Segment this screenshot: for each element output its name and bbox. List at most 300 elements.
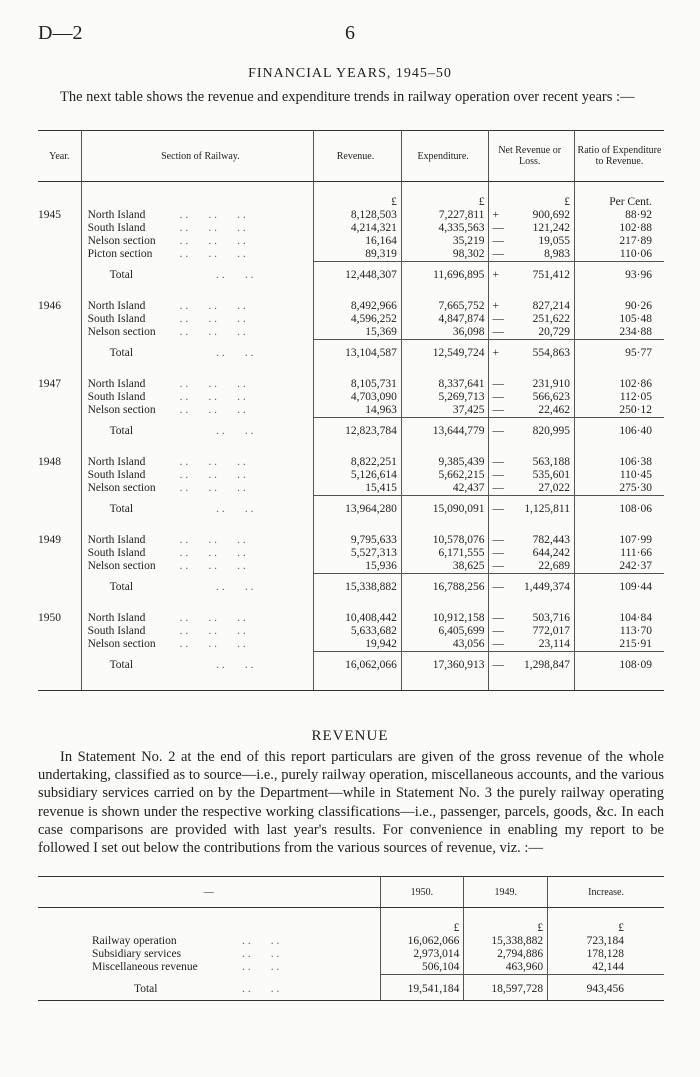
section-name: South Island (87, 547, 146, 559)
expenditure-cell: 43,056 (401, 638, 489, 652)
ratio-cell: 112·05 (619, 391, 652, 403)
total-increase: 943,456 (548, 975, 664, 1001)
net-value: 22,689 (538, 560, 570, 572)
leader-dots: . . (179, 638, 189, 650)
net-sign: — (492, 425, 504, 437)
leader-dots: . . (179, 547, 189, 559)
net-value: 782,443 (532, 534, 570, 546)
leader-dots: . . (208, 209, 217, 221)
section-name: South Island (87, 625, 146, 637)
source-name: Subsidiary services (92, 948, 182, 960)
total-revenue: 15,338,882 (314, 574, 402, 613)
table-row (38, 948, 664, 961)
table-row (38, 326, 664, 340)
net-cell (489, 262, 575, 301)
section-name: South Island (87, 222, 146, 234)
total-revenue: 13,104,587 (314, 340, 402, 379)
leader-dots: . . (237, 235, 246, 247)
total-row (38, 975, 664, 1001)
revenue-cell: 10,408,442 (314, 612, 402, 625)
net-value: 827,214 (532, 300, 570, 312)
header-net: Net Revenue or Loss. (489, 131, 575, 182)
revenue-cell: 15,369 (314, 326, 402, 340)
revenue-cell: 19,942 (314, 638, 402, 652)
net-sign: — (492, 503, 504, 515)
revenue-cell: 5,126,614 (314, 469, 402, 482)
source-name: Miscellaneous revenue (92, 961, 198, 973)
net-sign: — (492, 482, 504, 494)
ratio-cell: 102·86 (619, 378, 652, 390)
value-1949: 463,960 (464, 961, 548, 975)
total-label: Total (109, 268, 134, 281)
net-sign: — (492, 313, 504, 325)
section-cell (81, 313, 314, 326)
total-row (38, 262, 664, 301)
net-cell (489, 547, 575, 560)
section-cell (81, 469, 314, 482)
revenue-cell: 9,795,633 (314, 534, 402, 547)
leader-dots: . . (179, 391, 189, 403)
net-value: 1,449,374 (523, 581, 570, 593)
section-name: North Island (87, 456, 146, 468)
table-row (38, 456, 664, 469)
year-cell (38, 496, 81, 535)
leader-dots: . . (216, 658, 225, 671)
leader-dots: . . (208, 625, 217, 637)
net-cell (489, 638, 575, 652)
total-label: Total (109, 502, 134, 515)
ratio-cell: 275·30 (619, 482, 652, 494)
net-cell (489, 482, 575, 496)
net-value: 644,242 (532, 547, 570, 559)
net-value: 566,623 (532, 391, 570, 403)
source-name: Railway operation (92, 935, 177, 947)
total-label-cell (81, 574, 314, 613)
table-row (38, 222, 664, 235)
expenditure-cell: 36,098 (401, 326, 489, 340)
total-row (38, 574, 664, 613)
leader-dots: . . (179, 560, 189, 572)
table-row (38, 625, 664, 638)
net-sign: — (492, 222, 504, 234)
ratio-cell: 215·91 (619, 638, 652, 650)
table-row (38, 300, 664, 313)
leader-dots: . . (216, 346, 225, 359)
table-row (38, 248, 664, 262)
net-cell (489, 456, 575, 469)
total-row (38, 496, 664, 535)
leader-dots: . . (179, 456, 189, 468)
total-expenditure: 13,644,779 (401, 418, 489, 457)
section-cell (81, 625, 314, 638)
leader-dots: . . (208, 560, 217, 572)
units-ratio: Per Cent. (609, 196, 652, 208)
section-cell (81, 209, 314, 222)
net-value: 23,114 (538, 638, 570, 650)
net-sign: — (492, 638, 504, 650)
leader-dots: . . (237, 560, 246, 572)
leader-dots: . . (179, 313, 189, 325)
section-name: Picton section (87, 248, 153, 260)
leader-dots: . . (179, 482, 189, 494)
revenue-cell: 8,128,503 (314, 209, 402, 222)
net-value: 554,863 (532, 347, 570, 359)
net-value: 231,910 (532, 378, 570, 390)
value-1950: 2,973,014 (380, 948, 464, 961)
leader-dots: . . (179, 248, 189, 260)
total-ratio: 95·77 (574, 340, 664, 379)
net-sign: + (492, 300, 499, 312)
section-name: Nelson section (87, 482, 156, 494)
leader-dots: . . (216, 424, 225, 437)
section-cell (81, 248, 314, 262)
source-cell (38, 961, 380, 975)
value-increase: 178,128 (586, 948, 624, 960)
units-blank (38, 182, 81, 210)
table-row (38, 313, 664, 326)
net-value: 20,729 (538, 326, 570, 338)
leader-dots: . . (208, 326, 217, 338)
net-sign: — (492, 581, 504, 593)
year-cell: 1945 (38, 209, 81, 222)
total-label-cell (81, 652, 314, 691)
expenditure-cell: 8,337,641 (401, 378, 489, 391)
leader-dots: . . (237, 313, 246, 325)
total-label: Total (109, 580, 134, 593)
section-cell (81, 378, 314, 391)
ratio-cell: 113·70 (619, 625, 652, 637)
expenditure-cell: 4,847,874 (401, 313, 489, 326)
revenue-cell: 89,319 (314, 248, 402, 262)
net-sign: — (492, 560, 504, 572)
leader-dots: . . (270, 982, 280, 995)
section-cell (81, 404, 314, 418)
net-sign: — (492, 326, 504, 338)
section-name: North Island (87, 378, 146, 390)
year-cell (38, 404, 81, 418)
net-cell (489, 560, 575, 574)
table-row (38, 235, 664, 248)
table-header-row (38, 877, 664, 908)
expenditure-cell: 7,227,811 (401, 209, 489, 222)
net-cell (489, 300, 575, 313)
leader-dots: . . (208, 534, 217, 546)
net-cell (489, 209, 575, 222)
leader-dots: . . (270, 961, 280, 973)
leader-dots: . . (244, 424, 254, 437)
revenue-cell: 5,633,682 (314, 625, 402, 638)
net-sign: + (492, 347, 499, 359)
year-cell (38, 652, 81, 691)
leader-dots: . . (208, 547, 217, 559)
section-cell (81, 300, 314, 313)
ratio-cell: 111·66 (620, 547, 652, 559)
ratio-cell: 234·88 (619, 326, 652, 338)
net-sign: — (492, 547, 504, 559)
net-value: 121,242 (532, 222, 570, 234)
leader-dots: . . (179, 326, 189, 338)
year-cell: 1947 (38, 378, 81, 391)
net-value: 251,622 (532, 313, 570, 325)
net-sign: + (492, 209, 499, 221)
ratio-cell: 250·12 (619, 404, 652, 416)
total-label: Total (109, 658, 134, 671)
revenue-cell: 8,822,251 (314, 456, 402, 469)
expenditure-cell: 9,385,439 (401, 456, 489, 469)
year-cell: 1946 (38, 300, 81, 313)
total-expenditure: 17,360,913 (401, 652, 489, 691)
units-net: £ (489, 182, 575, 210)
revenue-cell: 4,214,321 (314, 222, 402, 235)
leader-dots: . . (179, 612, 189, 624)
net-cell (489, 326, 575, 340)
total-revenue: 12,823,784 (314, 418, 402, 457)
units-row (38, 182, 664, 210)
table-row (38, 961, 664, 975)
revenue-cell: 15,415 (314, 482, 402, 496)
financial-years-table (38, 130, 664, 691)
header-year: Year. (38, 131, 81, 182)
leader-dots: . . (216, 268, 225, 281)
revenue-cell: 4,596,252 (314, 313, 402, 326)
total-label: Total (134, 982, 158, 995)
net-value: 820,995 (532, 425, 570, 437)
revenue-cell: 8,492,966 (314, 300, 402, 313)
net-cell (489, 391, 575, 404)
revenue-sources-body (38, 908, 664, 1001)
table-row (38, 612, 664, 625)
expenditure-cell: 35,219 (401, 235, 489, 248)
header-increase: Increase. (548, 877, 664, 908)
table-row (38, 391, 664, 404)
year-cell (38, 482, 81, 496)
leader-dots: . . (179, 222, 189, 234)
section-cell (81, 391, 314, 404)
total-expenditure: 16,788,256 (401, 574, 489, 613)
leader-dots: . . (244, 346, 254, 359)
intro-paragraph: The next table shows the revenue and expenditure trends in railway operation over recent years :— (60, 89, 635, 105)
net-cell (489, 235, 575, 248)
total-revenue: 16,062,066 (314, 652, 402, 691)
leader-dots: . . (244, 268, 254, 281)
leader-dots: . . (237, 534, 246, 546)
revenue-cell: 4,703,090 (314, 391, 402, 404)
net-sign: — (492, 378, 504, 390)
net-sign: — (492, 612, 504, 624)
total-expenditure: 15,090,091 (401, 496, 489, 535)
total-row (38, 418, 664, 457)
total-ratio: 109·44 (574, 574, 664, 613)
section-cell (81, 482, 314, 496)
net-cell (489, 340, 575, 379)
year-cell (38, 391, 81, 404)
value-1949: 15,338,882 (464, 935, 548, 948)
ratio-cell: 102·88 (619, 222, 652, 234)
section-cell (81, 560, 314, 574)
value-1950: 506,104 (380, 961, 464, 975)
section-name: North Island (87, 300, 146, 312)
section-cell (81, 638, 314, 652)
net-cell (489, 248, 575, 262)
section-cell (81, 547, 314, 560)
ratio-cell: 104·84 (619, 612, 652, 624)
revenue-sources-table (38, 876, 664, 1001)
net-sign: + (492, 269, 499, 281)
total-label-cell (81, 496, 314, 535)
net-value: 772,017 (532, 625, 570, 637)
net-sign: — (492, 248, 504, 260)
table-row (38, 547, 664, 560)
units-row (38, 908, 664, 936)
net-cell (489, 625, 575, 638)
year-cell (38, 262, 81, 301)
header-section: Section of Railway. (81, 131, 314, 182)
section-name: Nelson section (87, 404, 156, 416)
revenue-cell: 14,963 (314, 404, 402, 418)
header-1949: 1949. (464, 877, 548, 908)
expenditure-cell: 5,662,215 (401, 469, 489, 482)
net-cell (489, 469, 575, 482)
net-sign: — (492, 659, 504, 671)
table-row (38, 638, 664, 652)
year-cell (38, 222, 81, 235)
units-1950: £ (380, 908, 464, 936)
section-cell (81, 222, 314, 235)
net-value: 503,716 (532, 612, 570, 624)
net-cell (489, 574, 575, 613)
leader-dots: . . (216, 580, 225, 593)
year-cell: 1948 (38, 456, 81, 469)
leader-dots: . . (237, 248, 246, 260)
total-label-cell (81, 340, 314, 379)
total-row (38, 652, 664, 691)
year-cell (38, 235, 81, 248)
leader-dots: . . (208, 612, 217, 624)
section-cell (81, 456, 314, 469)
net-cell (489, 496, 575, 535)
units-1949: £ (464, 908, 548, 936)
year-cell (38, 574, 81, 613)
leader-dots: . . (216, 502, 225, 515)
leader-dots: . . (237, 456, 246, 468)
leader-dots: . . (208, 300, 217, 312)
leader-dots: . . (237, 222, 246, 234)
leader-dots: . . (208, 638, 217, 650)
net-sign: — (492, 534, 504, 546)
net-cell (489, 418, 575, 457)
leader-dots: . . (179, 534, 189, 546)
expenditure-cell: 4,335,563 (401, 222, 489, 235)
total-row (38, 340, 664, 379)
section-title: FINANCIAL YEARS, 1945–50 (248, 66, 452, 81)
leader-dots: . . (237, 404, 246, 416)
units-revenue: £ (314, 182, 402, 210)
revenue-cell: 8,105,731 (314, 378, 402, 391)
net-value: 751,412 (532, 269, 570, 281)
net-value: 8,983 (544, 248, 570, 260)
leader-dots: . . (244, 502, 254, 515)
leader-dots: . . (179, 209, 189, 221)
leader-dots: . . (242, 935, 251, 947)
total-label: Total (109, 346, 134, 359)
leader-dots: . . (242, 961, 251, 973)
total-revenue: 13,964,280 (314, 496, 402, 535)
expenditure-cell: 6,405,699 (401, 625, 489, 638)
net-cell (489, 404, 575, 418)
expenditure-cell: 5,269,713 (401, 391, 489, 404)
header-expenditure: Expenditure. (401, 131, 489, 182)
section-cell (81, 534, 314, 547)
total-ratio: 108·09 (574, 652, 664, 691)
net-cell (489, 313, 575, 326)
net-value: 1,125,811 (524, 503, 570, 515)
leader-dots: . . (237, 326, 246, 338)
total-label: Total (109, 424, 134, 437)
units-increase: £ (618, 922, 624, 934)
ratio-cell: 90·26 (625, 300, 652, 312)
leader-dots: . . (208, 404, 217, 416)
year-cell (38, 625, 81, 638)
value-1949: 2,794,886 (464, 948, 548, 961)
leader-dots: . . (179, 300, 189, 312)
expenditure-cell: 38,625 (401, 560, 489, 574)
net-sign: — (492, 625, 504, 637)
ratio-cell: 217·89 (619, 235, 652, 247)
expenditure-cell: 37,425 (401, 404, 489, 418)
leader-dots: . . (242, 948, 251, 960)
leader-dots: . . (270, 948, 280, 960)
expenditure-cell: 10,578,076 (401, 534, 489, 547)
net-cell (489, 534, 575, 547)
year-cell (38, 547, 81, 560)
net-sign: — (492, 469, 504, 481)
net-value: 563,188 (532, 456, 570, 468)
leader-dots: . . (242, 982, 251, 995)
expenditure-cell: 10,912,158 (401, 612, 489, 625)
net-sign: — (492, 235, 504, 247)
net-sign: — (492, 456, 504, 468)
total-1950: 19,541,184 (380, 975, 464, 1001)
leader-dots: . . (237, 612, 246, 624)
revenue-cell: 16,164 (314, 235, 402, 248)
section-name: South Island (87, 391, 146, 403)
expenditure-cell: 98,302 (401, 248, 489, 262)
total-label-cell (81, 262, 314, 301)
leader-dots: . . (179, 235, 189, 247)
net-cell (489, 378, 575, 391)
table-row (38, 482, 664, 496)
total-ratio: 93·96 (574, 262, 664, 301)
leader-dots: . . (179, 469, 189, 481)
units-blank (38, 908, 380, 936)
source-cell (38, 935, 380, 948)
year-cell (38, 326, 81, 340)
leader-dots: . . (179, 404, 189, 416)
total-revenue: 12,448,307 (314, 262, 402, 301)
year-cell (38, 638, 81, 652)
leader-dots: . . (237, 391, 246, 403)
leader-dots: . . (208, 248, 217, 260)
revenue-cell: 15,936 (314, 560, 402, 574)
revenue-paragraph: In Statement No. 2 at the end of this report particulars are given of the gross revenue of the whole undertaking, classified as to source—i.e., purely railway operation, miscellaneous accounts, and the various subsidiary services carried on by the Department—while in Statement No. 3 the purely railway operating revenue is shown under the respective working classifications—i.e., passenger, parcels, goods, &c. In each case comparisons are provided with last year's results. For convenience in enabling my report to be followed I set out below the contributions from the various sources of revenue, viz. :— (38, 749, 664, 857)
leader-dots: . . (208, 235, 217, 247)
leader-dots: . . (237, 638, 246, 650)
leader-dots: . . (208, 469, 217, 481)
leader-dots: . . (237, 625, 246, 637)
leader-dots: . . (179, 378, 189, 390)
year-cell (38, 340, 81, 379)
expenditure-cell: 7,665,752 (401, 300, 489, 313)
